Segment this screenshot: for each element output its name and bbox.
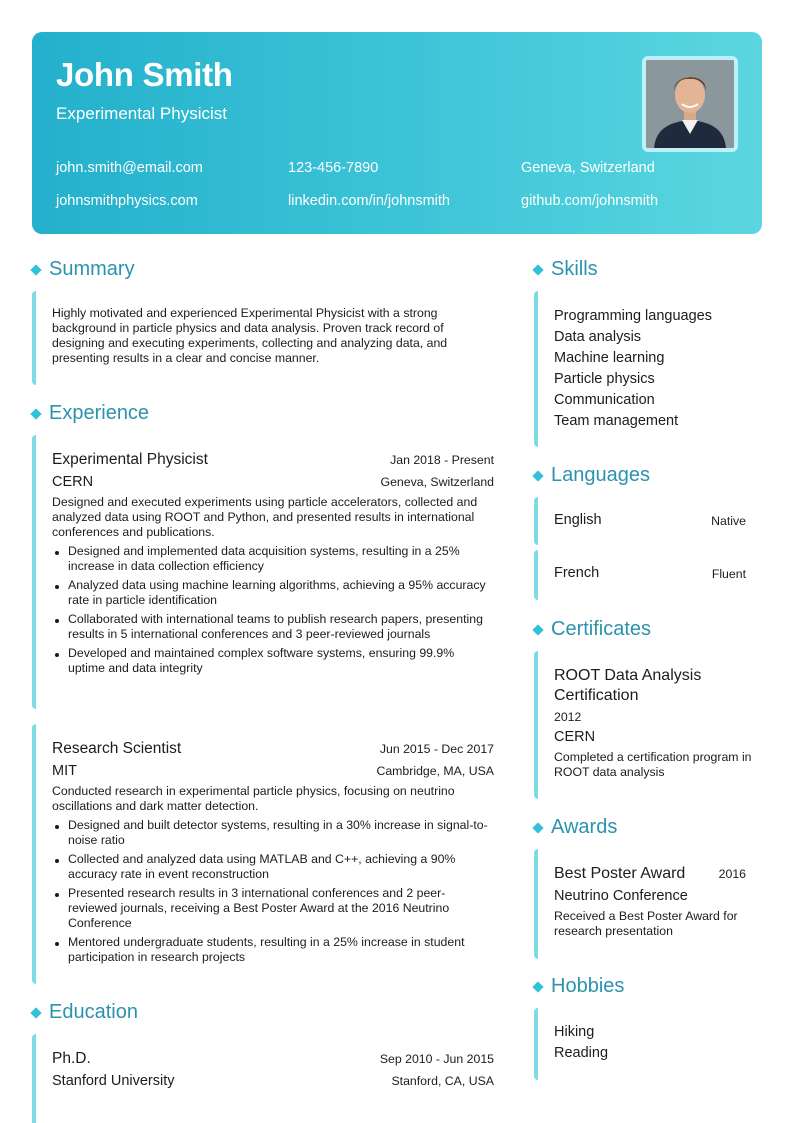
degree-title: Ph.D. [52, 1050, 91, 1067]
diamond-icon [532, 264, 543, 275]
skill-item: Particle physics [554, 371, 655, 387]
hobbies-list [554, 1022, 608, 1064]
languages-heading [533, 464, 650, 487]
certificate-accent-bar [534, 651, 538, 799]
hobby-item: Reading [554, 1045, 609, 1061]
language-level: Fluent [711, 567, 746, 581]
job-achievements [52, 818, 494, 969]
diamond-icon [30, 408, 41, 419]
certificate-description: Completed a certification program in ROOT data analysis [554, 750, 752, 779]
job-organization: MIT [52, 763, 77, 779]
language-accent-bar [534, 550, 538, 600]
job-description: Conducted research in experimental particle physics, focusing on neutrino oscillations and dark matter detection. [52, 784, 455, 813]
candidate-title: Experimental Physicist [56, 104, 228, 123]
job-accent-bar [32, 435, 36, 709]
portrait-image [646, 60, 734, 148]
school-name: Stanford University [52, 1073, 175, 1089]
certificates-heading [533, 618, 651, 641]
award-year: 2016 [718, 867, 746, 881]
summary-heading-label: Summary [49, 258, 135, 280]
hobbies-heading [533, 975, 624, 998]
candidate-name: John Smith [56, 56, 233, 93]
diamond-icon [30, 1007, 41, 1018]
education-date: Sep 2010 - Jun 2015 [379, 1052, 494, 1066]
achievement-item: Presented research results in 3 international conferences and 2 peer-reviewed journals, receiving a Best Poster Award at the 2016 Neutrino Conference [52, 886, 494, 931]
skill-item: Data analysis [554, 329, 642, 345]
summary-heading [31, 258, 135, 281]
profile-photo [642, 56, 738, 152]
job-accent-bar [32, 724, 36, 984]
certificate-year: 2012 [554, 710, 582, 724]
award-name: Best Poster Award [554, 865, 686, 882]
achievement-item: Collaborated with international teams to publish research papers, presenting results in 5 international conferences and 3 peer-reviewed journals [52, 612, 494, 642]
job-date: Jan 2018 - Present [390, 453, 494, 467]
certificates-heading-label: Certificates [551, 618, 652, 640]
skills-heading-label: Skills [551, 258, 598, 280]
email-link[interactable]: john.smith@email.com [56, 160, 203, 176]
language-name: English [554, 512, 602, 528]
certificate-issuer: CERN [554, 729, 596, 745]
achievement-item: Designed and implemented data acquisition systems, resulting in a 25% increase in data collection efficiency [52, 544, 494, 574]
summary-accent-bar [32, 291, 36, 385]
skills-accent-bar [534, 291, 538, 447]
education-accent-bar [32, 1034, 36, 1123]
job-location: Geneva, Switzerland [380, 475, 494, 489]
job-achievements [52, 544, 494, 680]
achievement-item: Designed and built detector systems, resulting in a 30% increase in signal-to-noise ratio [52, 818, 494, 848]
job-location: Cambridge, MA, USA [376, 764, 494, 778]
job-organization: CERN [52, 474, 94, 490]
website-link[interactable]: johnsmithphysics.com [56, 193, 198, 209]
phone-number[interactable]: 123-456-7890 [288, 160, 379, 176]
hobbies-heading-label: Hobbies [551, 975, 625, 997]
awards-heading [533, 816, 617, 839]
award-description: Received a Best Poster Award for research presentation [554, 909, 738, 938]
resume-header [32, 32, 762, 234]
awards-heading-label: Awards [551, 816, 618, 838]
job-title: Research Scientist [52, 740, 182, 757]
skill-item: Communication [554, 392, 655, 408]
award-issuer: Neutrino Conference [554, 888, 688, 904]
skill-item: Machine learning [554, 350, 665, 366]
school-location: Stanford, CA, USA [391, 1074, 494, 1088]
language-accent-bar [534, 497, 538, 545]
hobbies-accent-bar [534, 1008, 538, 1080]
education-heading-label: Education [49, 1001, 138, 1023]
diamond-icon [532, 981, 543, 992]
award-accent-bar [534, 849, 538, 959]
diamond-icon [532, 470, 543, 481]
achievement-item: Analyzed data using machine learning algorithms, achieving a 95% accuracy rate in particle identification [52, 578, 494, 608]
linkedin-link[interactable]: linkedin.com/in/johnsmith [288, 193, 450, 209]
github-link[interactable]: github.com/johnsmith [521, 193, 659, 209]
skill-item: Team management [554, 413, 679, 429]
diamond-icon [532, 822, 543, 833]
diamond-icon [532, 624, 543, 635]
skill-item: Programming languages [554, 308, 712, 324]
certificate-name: ROOT Data Analysis Certification [554, 667, 702, 704]
job-title: Experimental Physicist [52, 451, 208, 468]
achievement-item: Collected and analyzed data using MATLAB and C++, achieving a 90% accuracy rate in event reconstruction [52, 852, 494, 882]
summary-text: Highly motivated and experienced Experimental Physicist with a strong background in particle physics and data analysis. Proven track record of designing and executing experiments, collecting and analyzing data, and presenting results in a clear and concise manner. [52, 306, 448, 365]
hobby-item: Hiking [554, 1024, 595, 1040]
skills-list [554, 306, 712, 432]
achievement-item: Developed and maintained complex software systems, ensuring 99.9% uptime and data integrity [52, 646, 494, 676]
achievement-item: Mentored undergraduate students, resulting in a 25% increase in student participation in research projects [52, 935, 494, 965]
skills-heading [533, 258, 598, 281]
experience-heading-label: Experience [49, 402, 150, 424]
job-date: Jun 2015 - Dec 2017 [379, 742, 494, 756]
location-text: Geneva, Switzerland [521, 160, 655, 176]
job-description: Designed and executed experiments using particle accelerators, collected and analyzed data using ROOT and Python, and presented results in international conferences and publications. [52, 495, 478, 539]
education-heading [31, 1001, 138, 1024]
language-level: Native [711, 514, 746, 528]
experience-heading [31, 402, 149, 425]
language-name: French [554, 565, 600, 581]
languages-heading-label: Languages [551, 464, 650, 486]
diamond-icon [30, 264, 41, 275]
